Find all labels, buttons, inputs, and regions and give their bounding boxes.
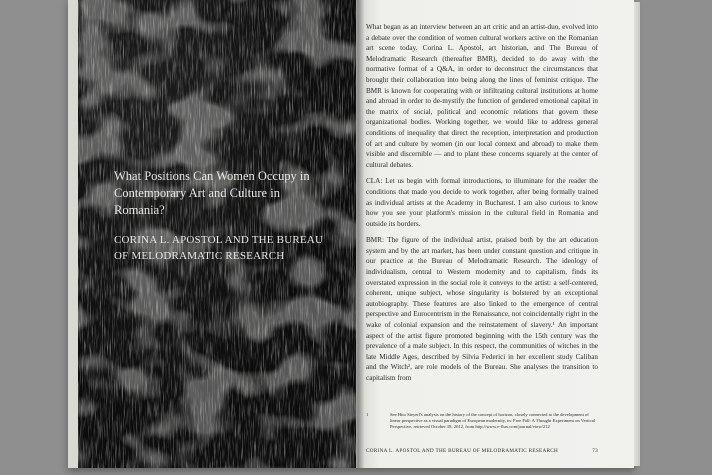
article-title: What Positions Can Women Occupy in Contemporary Art and Culture in Romania? — [114, 169, 310, 217]
right-page — [358, 0, 634, 468]
footnote-number: 1 — [366, 412, 369, 417]
body-text — [366, 22, 598, 390]
page-edge — [634, 2, 640, 466]
running-footer — [366, 448, 598, 454]
footnote — [366, 412, 598, 431]
page-number: 73 — [592, 448, 598, 454]
open-book — [68, 0, 634, 468]
left-page — [68, 0, 358, 468]
article-authors: CORINA L. APOSTOL AND THE BUREAU OF MELODRAMATIC RESEARCH — [114, 234, 324, 262]
intro-paragraph: What began as an interview between an art critic and an artist-duo, evolved into a debate over the condition of women cultural workers active on the Romanian art scene today. Corina L. Apostol, art historian, and The Bureau of Melodramatic Research (thereafter BMR), decided to do away with the normative format of a Q&A, in order to deconstruct the circumstances that brought their collaboration into being along the lines of feminist critique. The BMR is known for cooperating with or infiltrating cultural institutions at home and abroad in order to de-mystify the function of gendered emotional capital in the matrix of social, political and economic relations that govern these organizational bodies. Working together, we would like to address general conditions of inequality that direct the reception, interpretation and production of art and culture by women (in our local context and abroad) to make them visible and discernible — and to plant these concerns squarely at the center of cultural debates. — [366, 23, 598, 169]
question-paragraph: CLA: Let us begin with formal introductions, to illuminate for the reader the conditions that made you decide to work together, after being formally trained as individual artists at the Academy in Bucharest. I am also curious to know how you see your platform's mission in the cultural field in Romania and outside its borders. — [366, 177, 598, 228]
answer-paragraph: BMR: The figure of the individual artist, praised both by the art education system and by the art market, has been under constant question and critique in our practice at the Bureau of Melodramatic Research. The ideology of individualism, central to Western modernity and to capitalism, finds its overstated expression in the social role it conveys to the artist: a self-centered, coherent, unique subject, whose singularity is bolstered by an exceptional autobiography. These features are also linked to the emergence of central perspective and Eurocentrism in the Renaissance, not coincidentally right in the wake of colonial expansion and the reinstatement of slavery.¹ An important aspect of the artist figure promoted beginning with the 15th century was the prevalence of a male subject. In this respect, the communities of witches in the late Middle Ages, described by Silvia Federici in her excellent study Caliban and the Witch², are role models of the Bureau. She analyses the transition to capitalism from — [366, 236, 598, 382]
footnote-text: See Hito Steyerl's analysis on the history of the concept of horizon, closely connected to the development of linear perspective as a visual paradigm of European modernity, in: Free Fall: A Thought Experiment on Vertical Perspective, retrieved October 18, 2012, from http://www.e-flux.com/journal/view/212 — [390, 412, 596, 430]
running-footer-authors: CORINA L. APOSTOL AND THE BUREAU OF MELODRAMATIC RESEARCH — [366, 448, 559, 454]
book-spine — [351, 0, 365, 468]
